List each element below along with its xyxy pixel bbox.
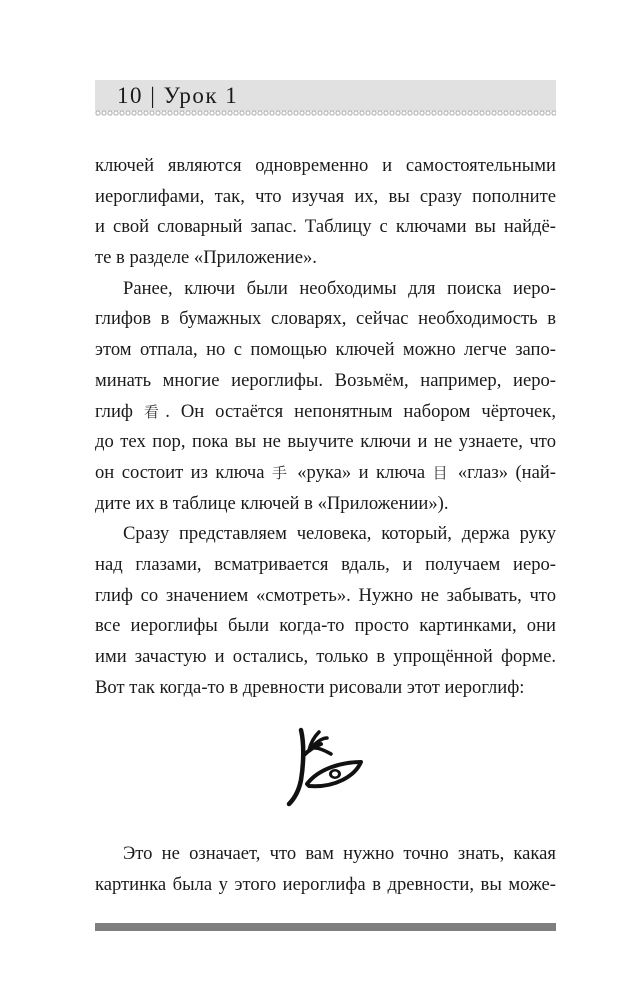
- text-line: ключей являются одновременно и самостоятельными: [95, 155, 556, 176]
- text-line: до тех пор, пока вы не выучите ключи и не узнаете, что: [95, 431, 556, 453]
- decorative-chain-border: [95, 110, 556, 116]
- text-fragment: глиф: [95, 400, 144, 422]
- text-line: иероглифами, так, что изучая их, вы сразу пополните: [95, 185, 556, 207]
- text-line: и свой словарный запас. Таблицу с ключами вы найдё-: [95, 216, 556, 238]
- text-fragment: «рука» и ключа: [289, 461, 433, 483]
- text-fragment: «глаз» (най-: [450, 461, 556, 483]
- text-line: картинка была у этого иероглифа в древности, вы може-: [95, 873, 556, 895]
- body-text: [95, 151, 556, 703]
- hanzi-kan: 看: [143, 402, 166, 421]
- text-fragment: он состоит из ключа: [95, 461, 272, 483]
- text-line: ими зачастую и остались, только в упрощённой форме.: [95, 646, 556, 667]
- text-line: Ранее, ключи были необходимы для поиска иеро-: [123, 277, 556, 299]
- ancient-kan-glyph-icon: [285, 722, 365, 807]
- text-line: те в разделе «Приложение».: [95, 247, 317, 269]
- text-line: Сразу представляем человека, который, держа руку: [123, 523, 556, 545]
- running-header: [95, 80, 556, 111]
- text-line: этом отпала, но с помощью ключей можно легче запо-: [95, 339, 556, 361]
- text-line: [95, 397, 556, 428]
- text-line: Это не означает, что вам нужно точно знать, какая: [123, 843, 556, 864]
- text-line: минать многие иероглифы. Возьмём, например, иеро-: [95, 369, 556, 391]
- text-line: над глазами, всматривается вдаль, и получаем иеро-: [95, 553, 556, 575]
- hanzi-shou: 手: [271, 463, 290, 482]
- header-title: 10 | Урок 1: [117, 83, 239, 108]
- text-line: глифов в бумажных словарях, сейчас необходимость в: [95, 308, 556, 330]
- text-line: дите их в таблице ключей в «Приложении»).: [95, 492, 449, 514]
- text-fragment: . Он остаётся непонятным набором чёрточек,: [165, 400, 556, 422]
- text-line: глиф со значением «смотреть». Нужно не забывать, что: [95, 584, 556, 606]
- body-text-continued: [95, 839, 556, 900]
- text-line: [95, 458, 556, 489]
- hanzi-mu: 目: [432, 463, 451, 482]
- text-line: Вот так когда-то в древности рисовали этот иероглиф:: [95, 676, 525, 698]
- footer-rule: [95, 923, 556, 931]
- text-line: все иероглифы были когда-то просто картинками, они: [95, 615, 556, 637]
